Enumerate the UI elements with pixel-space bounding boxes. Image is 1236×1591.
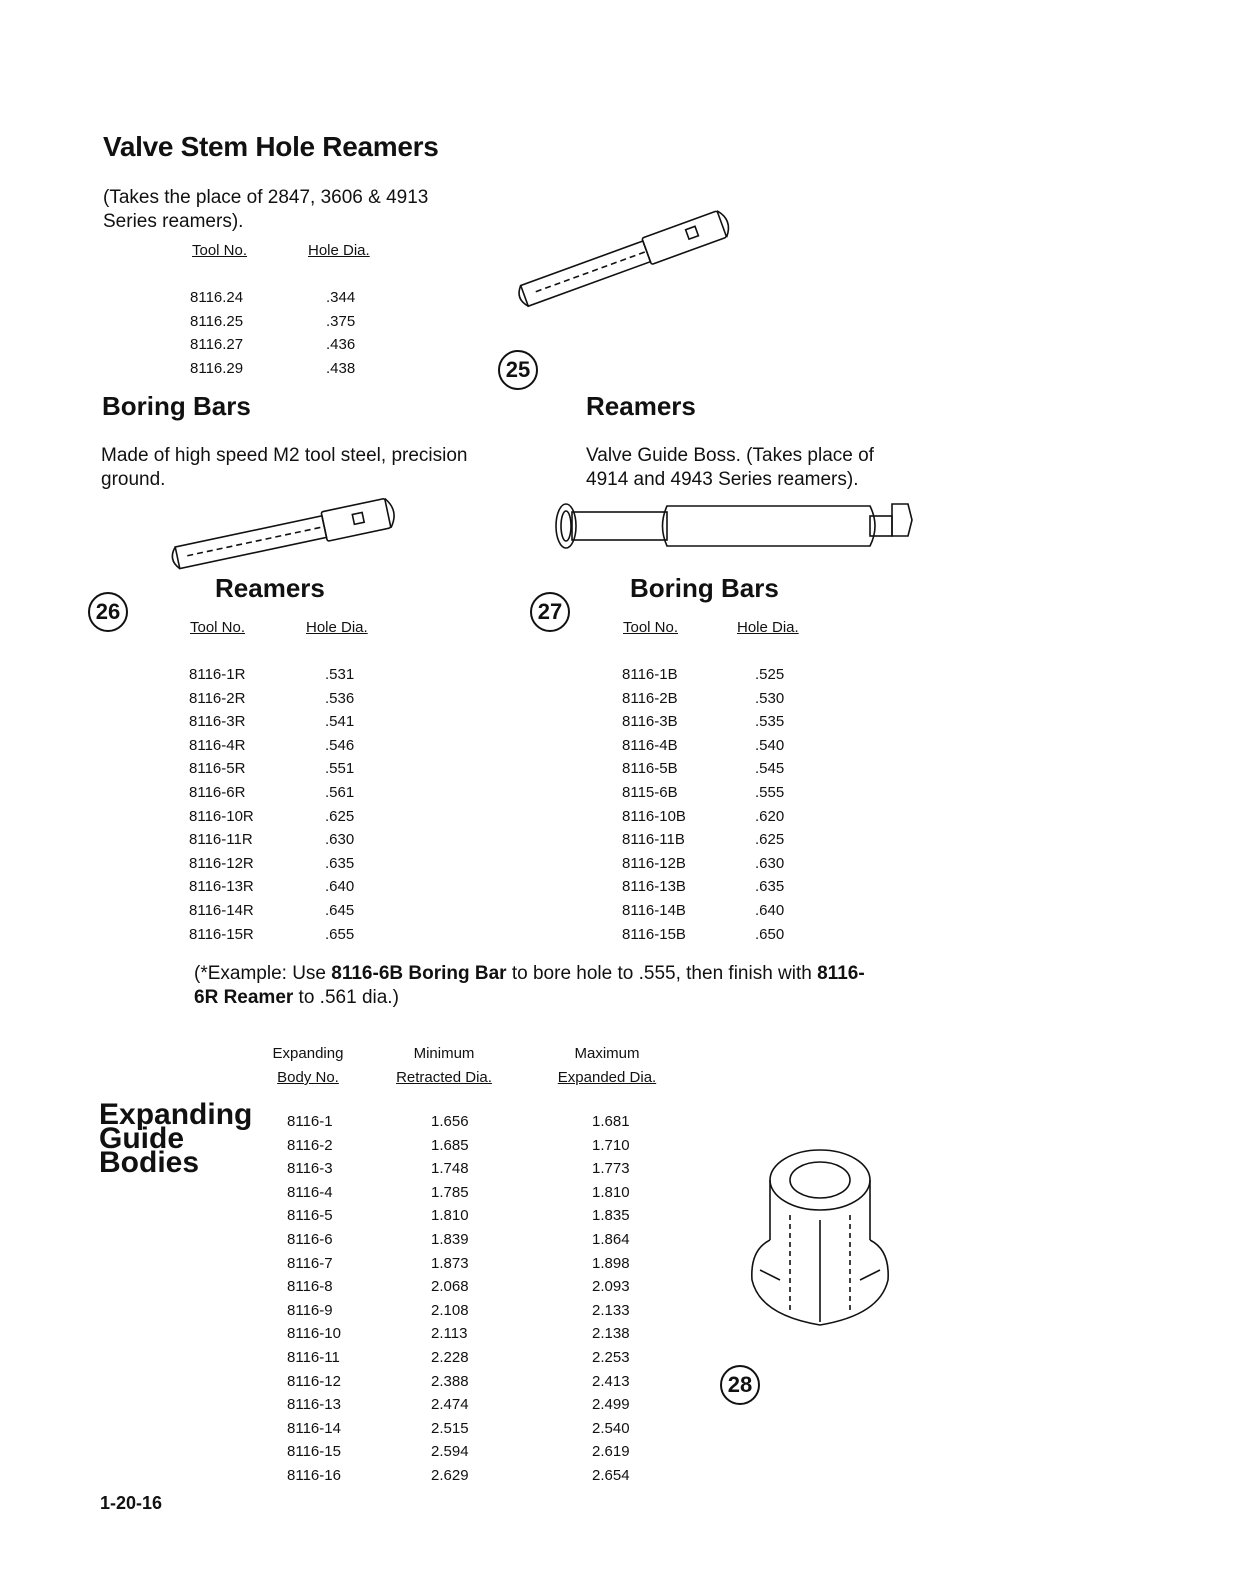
- reamers-col-tool: Tool No.: [190, 619, 246, 636]
- table-cell: 8116-13B: [622, 878, 686, 896]
- table-cell: .620: [755, 807, 785, 825]
- table-cell: 8116-3R: [189, 713, 246, 731]
- boring-col-tool: Tool No.: [623, 619, 679, 636]
- boring-bars-title: Boring Bars: [102, 391, 251, 421]
- table-cell: 1.748: [431, 1160, 469, 1178]
- table-cell: 8116-13R: [189, 878, 254, 896]
- table-cell: 8116-12B: [622, 854, 686, 872]
- table-cell: .551: [325, 760, 355, 778]
- table-cell: .525: [755, 666, 785, 683]
- table-cell: 8116.29: [190, 359, 244, 377]
- example-reamer-part2: 6R Reamer: [194, 987, 294, 1008]
- table-cell: 2.594: [431, 1443, 469, 1461]
- table-cell: 8116-10B: [622, 807, 686, 825]
- reamers-intro-desc-line1: Valve Guide Boss. (Takes place of: [586, 445, 874, 466]
- table-cell: 1.873: [431, 1254, 469, 1272]
- table-cell: 1.656: [431, 1113, 469, 1130]
- table-cell: 1.773: [592, 1160, 630, 1178]
- reamers-table-title: Reamers: [215, 573, 325, 603]
- example-end: to .561 dia.): [293, 987, 399, 1008]
- table-cell: 2.619: [592, 1443, 630, 1461]
- table-cell: 1.785: [431, 1183, 469, 1201]
- valve-stem-reamer-illustration: [500, 210, 750, 310]
- expanding-col-min-l2: Retracted Dia.: [396, 1069, 492, 1086]
- figure-27-badge: 27: [530, 592, 570, 632]
- table-cell: 8116-15R: [189, 925, 254, 943]
- table-cell: .630: [325, 831, 355, 849]
- table-cell: 2.228: [431, 1348, 469, 1366]
- expanding-title-line3: Bodies: [99, 1146, 200, 1179]
- valve-stem-desc-line1: (Takes the place of 2847, 3606 & 4913: [103, 187, 429, 208]
- expanding-col-max: [553, 1042, 661, 1090]
- reamers-tool-list: [189, 663, 254, 946]
- expanding-min-list: [431, 1110, 469, 1488]
- table-cell: 8116-3B: [622, 713, 678, 731]
- table-cell: 8116-4: [287, 1183, 333, 1201]
- expanding-body-list: [287, 1110, 341, 1488]
- expanding-title: [99, 1098, 253, 1179]
- boring-bars-desc-line1: Made of high speed M2 tool steel, precision: [101, 445, 468, 466]
- table-cell: .555: [755, 783, 785, 801]
- table-cell: .635: [325, 854, 355, 872]
- table-cell: .536: [325, 689, 355, 707]
- table-cell: 8116-3: [287, 1160, 333, 1178]
- table-cell: 8116-4B: [622, 736, 678, 754]
- valve-stem-desc-line2: Series reamers).: [103, 211, 244, 232]
- boring-dia-list: [755, 663, 784, 946]
- valve-stem-col-tool: Tool No.: [192, 242, 248, 259]
- example-reamer-part1: 8116-: [817, 963, 865, 984]
- table-cell: .545: [755, 760, 785, 778]
- reamers-intro-title: Reamers: [586, 391, 696, 421]
- table-cell: 2.133: [592, 1301, 630, 1319]
- table-cell: .561: [325, 783, 355, 801]
- table-cell: .630: [755, 854, 785, 872]
- reamers-intro-desc-line2: 4914 and 4943 Series reamers).: [586, 469, 859, 490]
- table-cell: 8116-9: [287, 1301, 333, 1319]
- valve-stem-dia-list: [326, 286, 355, 380]
- table-cell: .640: [325, 878, 355, 896]
- table-cell: 8116-2B: [622, 689, 678, 707]
- expanding-col-body-l2: Body No.: [277, 1069, 339, 1086]
- table-cell: 1.898: [592, 1254, 630, 1272]
- table-cell: .645: [325, 901, 355, 919]
- table-cell: 8116-2: [287, 1136, 333, 1154]
- expanding-col-min: [392, 1042, 496, 1090]
- table-cell: 8116-1B: [622, 666, 678, 683]
- expanding-col-max-l1: Maximum: [574, 1045, 640, 1062]
- table-cell: 2.093: [592, 1278, 630, 1296]
- table-cell: 8116-11R: [189, 831, 253, 849]
- table-cell: .625: [325, 807, 355, 825]
- expanding-col-max-l2: Expanded Dia.: [557, 1069, 657, 1086]
- table-cell: .344: [326, 289, 356, 306]
- table-cell: .655: [325, 925, 355, 943]
- table-cell: 8116-5R: [189, 760, 246, 778]
- table-cell: 2.113: [431, 1325, 468, 1343]
- table-cell: .436: [326, 336, 356, 354]
- boring-bars-desc: [101, 444, 468, 492]
- table-cell: .535: [755, 713, 785, 731]
- table-cell: .541: [325, 713, 355, 731]
- table-cell: 8116-11B: [622, 831, 685, 849]
- table-cell: .531: [325, 666, 355, 683]
- boring-col-dia: Hole Dia.: [737, 619, 799, 636]
- table-cell: 8116-12: [287, 1372, 341, 1390]
- table-cell: 2.253: [592, 1348, 630, 1366]
- reamers-intro-desc: [586, 444, 874, 492]
- expanding-col-min-l1: Minimum: [413, 1045, 475, 1062]
- valve-stem-desc: [103, 186, 428, 234]
- example-mid: to bore hole to .555, then finish with: [506, 963, 818, 984]
- table-cell: 1.681: [592, 1113, 630, 1130]
- table-cell: 2.068: [431, 1278, 469, 1296]
- table-cell: 8116-6R: [189, 783, 246, 801]
- table-cell: 1.810: [592, 1183, 630, 1201]
- table-cell: 8116-8: [287, 1278, 333, 1296]
- table-cell: 1.685: [431, 1136, 469, 1154]
- table-cell: 8116-13: [287, 1396, 341, 1414]
- table-cell: 8116.27: [190, 336, 244, 354]
- table-cell: .635: [755, 878, 785, 896]
- table-cell: 8116-10R: [189, 807, 254, 825]
- table-cell: 8116-2R: [189, 689, 246, 707]
- table-cell: 8116-6: [287, 1230, 333, 1248]
- table-cell: 8116-1: [287, 1113, 333, 1130]
- guide-boss-reamer-illustration: [550, 490, 920, 560]
- table-cell: 1.810: [431, 1207, 469, 1225]
- example-boring-bar: 8116-6B Boring Bar: [331, 963, 507, 984]
- expanding-title-line1: Expanding: [99, 1098, 253, 1131]
- expanding-guide-body-illustration: [740, 1140, 900, 1340]
- boring-table-title: Boring Bars: [630, 573, 779, 603]
- table-cell: 8116-14B: [622, 901, 686, 919]
- table-cell: 2.413: [592, 1372, 630, 1390]
- table-cell: 2.108: [431, 1301, 469, 1319]
- table-cell: .540: [755, 736, 785, 754]
- table-cell: 2.474: [431, 1396, 469, 1414]
- table-cell: 1.864: [592, 1230, 630, 1248]
- table-cell: 2.540: [592, 1419, 630, 1437]
- table-cell: 2.138: [592, 1325, 630, 1343]
- valve-stem-tool-list: [190, 286, 243, 380]
- boring-bars-desc-line2: ground.: [101, 469, 166, 490]
- table-cell: 1.839: [431, 1230, 469, 1248]
- table-cell: 8116-12R: [189, 854, 254, 872]
- table-cell: .650: [755, 925, 785, 943]
- expanding-max-list: [592, 1110, 630, 1488]
- table-cell: .375: [326, 312, 356, 330]
- table-cell: 8116.24: [190, 289, 244, 306]
- table-cell: 8116.25: [190, 312, 244, 330]
- table-cell: 8116-14: [287, 1419, 341, 1437]
- table-cell: 8116-15B: [622, 925, 686, 943]
- table-cell: 2.654: [592, 1466, 630, 1484]
- table-cell: 8116-7: [287, 1254, 333, 1272]
- table-cell: 1.835: [592, 1207, 630, 1225]
- table-cell: 8116-5B: [622, 760, 678, 778]
- example-open: (*Example: Use: [194, 963, 332, 984]
- page-number: 1-20-16: [100, 1493, 163, 1513]
- table-cell: .625: [755, 831, 785, 849]
- valve-stem-title: Valve Stem Hole Reamers: [103, 131, 439, 162]
- table-cell: 8116-16: [287, 1466, 341, 1484]
- table-cell: 8116-15: [287, 1443, 341, 1461]
- figure-28-badge: 28: [720, 1365, 760, 1405]
- table-cell: 2.515: [431, 1419, 469, 1437]
- table-cell: 1.710: [592, 1136, 630, 1154]
- table-cell: .530: [755, 689, 785, 707]
- table-cell: 8115-6B: [622, 783, 678, 801]
- table-cell: 2.499: [592, 1396, 630, 1414]
- figure-26-badge: 26: [88, 592, 128, 632]
- table-cell: 2.388: [431, 1372, 469, 1390]
- example-note: [194, 962, 924, 1010]
- table-cell: 8116-1R: [189, 666, 246, 683]
- expanding-col-body: [269, 1042, 347, 1090]
- reamers-dia-list: [325, 663, 354, 946]
- table-cell: 8116-4R: [189, 736, 246, 754]
- expanding-col-body-l1: Expanding: [272, 1045, 344, 1062]
- table-cell: 8116-5: [287, 1207, 333, 1225]
- table-cell: 8116-11: [287, 1348, 340, 1366]
- table-cell: .640: [755, 901, 785, 919]
- figure-25-badge: 25: [498, 350, 538, 390]
- valve-stem-col-dia: Hole Dia.: [308, 242, 370, 259]
- table-cell: 2.629: [431, 1466, 469, 1484]
- expanding-title-line2: Guide: [99, 1122, 185, 1155]
- table-cell: .546: [325, 736, 355, 754]
- boring-tool-list: [622, 663, 686, 946]
- table-cell: .438: [326, 359, 356, 377]
- reamers-col-dia: Hole Dia.: [306, 619, 368, 636]
- table-cell: 8116-14R: [189, 901, 254, 919]
- boring-bar-illustration: [160, 490, 410, 580]
- table-cell: 8116-10: [287, 1325, 341, 1343]
